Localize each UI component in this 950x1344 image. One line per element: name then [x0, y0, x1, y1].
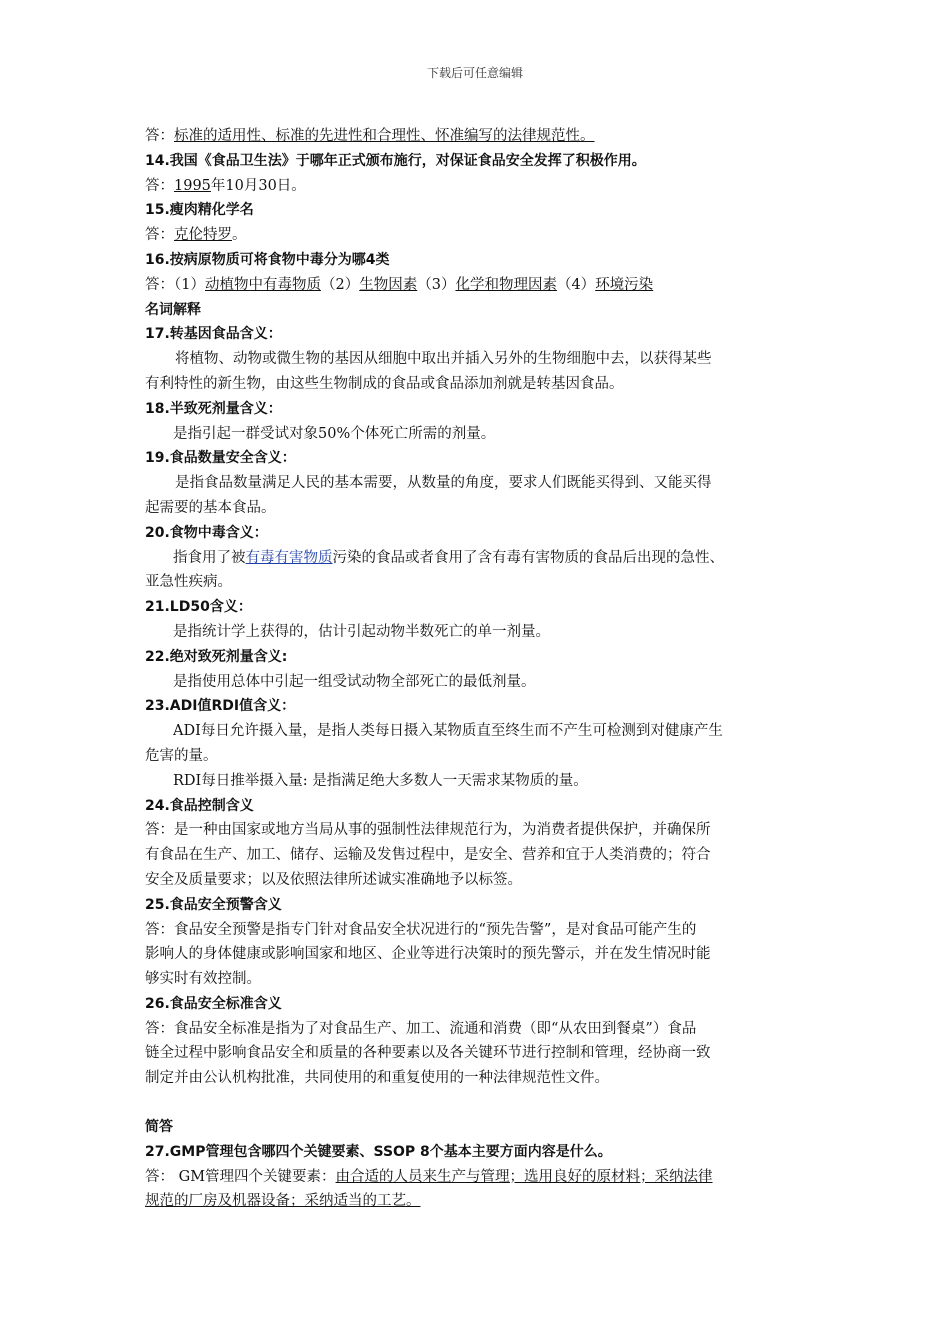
answer-26-line-3: 制定并由公认机构批准，共同使用的和重复使用的一种法律规范性文件。: [145, 1070, 609, 1087]
answer-25-line-3: 够实时有效控制。: [145, 971, 261, 988]
answer-15: [145, 223, 810, 248]
answer-23-line-2: 危害的量。: [145, 747, 218, 764]
question-15: 15.瘦肉精化学名: [145, 202, 254, 219]
question-23: 23.ADI值RDI值含义：: [145, 698, 296, 715]
answer-item-1: 动植物中有毒物质: [204, 276, 321, 293]
answer-text: 年10月30日。: [210, 177, 306, 194]
answer-24-line-2: 有食品在生产、加工、储存、运输及发售过程中，是安全、营养和宜于人类消费的；符合: [145, 847, 711, 864]
question-19: 19.食品数量安全含义：: [145, 450, 296, 467]
document-body: [145, 124, 810, 1214]
answer-label: 答：（1）: [145, 276, 205, 293]
question-16: 16.按病原物质可将食物中毒分为哪4类: [145, 251, 390, 268]
answer-22: 是指使用总体中引起一组受试动物全部死亡的最低剂量。: [173, 673, 536, 690]
question-21: 21.LD50含义：: [145, 599, 252, 616]
answer-18: 是指引起一群受试对象50%个体死亡所需的剂量。: [173, 425, 496, 442]
answer-19-line-1: 是指食品数量满足人民的基本需要，从数量的角度，要求人们既能买得到、又能买得: [175, 475, 712, 492]
answer-27-line-2: [145, 1189, 810, 1214]
answer-year: 1995: [174, 177, 211, 194]
question-20: 20.食物中毒含义：: [145, 524, 268, 541]
answer-num-3: （3）: [417, 276, 456, 293]
question-17: 17.转基因食品含义：: [145, 326, 282, 343]
answer-16: [145, 273, 810, 298]
answer-26-line-1: 答：食品安全标准是指为了对食品生产、加工、流通和消费（即“从农田到餐桌”）食品: [145, 1020, 697, 1037]
answer-item-3: 化学和物理因素: [455, 276, 557, 293]
answer-text: 规范的厂房及机器设备；采纳适当的工艺。: [145, 1193, 421, 1210]
toxic-substance-link[interactable]: 有毒有害物质: [245, 549, 333, 566]
answer-label: 答： GM管理四个关键要素：: [145, 1168, 336, 1185]
question-25: 25.食品安全预警含义: [145, 896, 282, 913]
answer-17-line-2: 有利特性的新生物，由这些生物制成的食品或食品添加剂就是转基因食品。: [145, 375, 624, 392]
answer-23-line-3: RDI每日推举摄入量: 是指满足绝大多数人一天需求某物质的量。: [173, 772, 588, 789]
answer-item-2: 生物因素: [359, 276, 418, 293]
answer-label: 答：: [145, 227, 174, 244]
answer-item-4: 环境污染: [595, 276, 654, 293]
answer-num-2: （2）: [320, 276, 360, 293]
section-title-short: 简答: [145, 1119, 173, 1136]
answer-num-4: （4）: [556, 276, 596, 293]
answer-end: 。: [232, 227, 247, 244]
answer-24-line-3: 安全及质量要求；以及依照法律所述诚实准确地予以标签。: [145, 871, 522, 888]
answer-14: [145, 174, 810, 199]
answer-26-line-2: 链全过程中影响食品安全和质量的各种要素以及各关键环节进行控制和管理，经协商一致: [145, 1045, 711, 1062]
answer-text: 克伦特罗: [174, 227, 232, 244]
answer-24-line-1: 答：是一种由国家或地方当局从事的强制性法律规范行为，为消费者提供保护，并确保所: [145, 822, 711, 839]
answer-13: [145, 124, 810, 149]
answer-text: 标准的适用性、标准的先进性和合理性、怀准编写的法律规范性。: [174, 128, 595, 144]
answer-23-line-1: ADI每日允许摄入量，是指人类每日摄入某物质直至终生而不产生可检测到对健康产生: [173, 723, 723, 740]
question-27: 27.GMP管理包含哪四个关键要素、SSOP 8个基本主要方面内容是什么。: [145, 1143, 612, 1160]
answer-label: 答：: [145, 128, 174, 144]
answer-21: 是指统计学上获得的，估计引起动物半数死亡的单一剂量。: [173, 623, 550, 640]
answer-17-line-1: 将植物、动物或微生物的基因从细胞中取出并插入另外的生物细胞中去，以获得某些: [175, 351, 712, 368]
page-header: 下载后可任意编辑: [426, 66, 523, 80]
answer-label: 答：: [145, 177, 174, 194]
question-22: 22.绝对致死剂量含义:: [145, 648, 288, 665]
answer-27-line-1: [145, 1165, 810, 1190]
answer-25-line-1: 答：食品安全预警是指专门针对食品安全状况进行的“预先告警”，是对食品可能产生的: [145, 921, 697, 938]
answer-text: 指食用了被: [173, 549, 246, 566]
section-title-terms: 名词解释: [145, 301, 201, 318]
question-14: 14.我国《食品卫生法》于哪年正式颁布施行，对保证食品安全发挥了积极作用。: [145, 152, 646, 169]
answer-25-line-2: 影响人的身体健康或影响国家和地区、企业等进行决策时的预先警示，并在发生情况时能: [145, 946, 711, 963]
answer-20-line-2: 亚急性疾病。: [145, 574, 232, 591]
question-24: 24.食品控制含义: [145, 797, 254, 814]
question-18: 18.半致死剂量含义：: [145, 400, 282, 417]
answer-19-line-2: 起需要的基本食品。: [145, 499, 276, 516]
answer-text: 污染的食品或者食用了含有毒有害物质的食品后出现的急性、: [332, 549, 724, 566]
answer-text: 由合适的人员来生产与管理；选用良好的原材料；采纳法律: [335, 1168, 713, 1185]
answer-20-line-1: [145, 546, 810, 571]
question-26: 26.食品安全标准含义: [145, 995, 282, 1012]
spacer: [145, 1091, 810, 1115]
